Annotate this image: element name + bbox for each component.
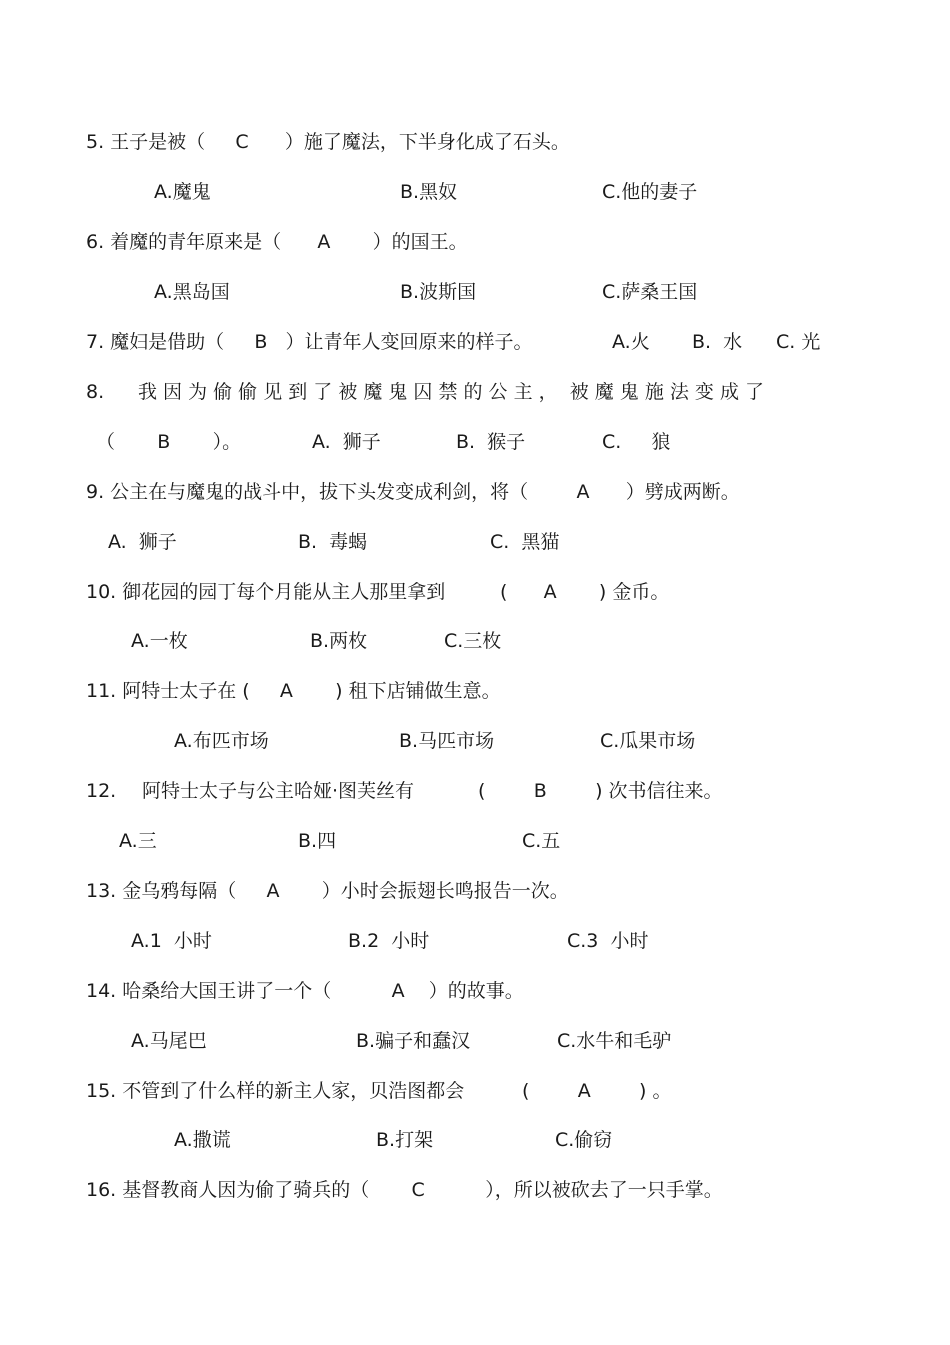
question-text: 我 因 为 偷 偷 见 到 了 被 魔 鬼 囚 禁 的 公 主 ， 被 魔 鬼 施 法 变 成 了 xyxy=(138,381,764,403)
option-a: A.火 xyxy=(612,331,650,353)
options-5 xyxy=(0,177,950,207)
option-c: C.他的妻子 xyxy=(602,181,698,203)
question-8-cont xyxy=(0,427,950,457)
option-a: A.撒谎 xyxy=(174,1129,231,1151)
option-b: B.马匹市场 xyxy=(399,730,495,752)
option-a: A. 狮子 xyxy=(108,531,177,553)
option-a: A.黑岛国 xyxy=(154,281,230,303)
option-a: A.布匹市场 xyxy=(174,730,269,752)
option-a: A. 狮子 xyxy=(312,431,381,453)
question-text: 13. 金乌鸦每隔（ A ）小时会振翅长鸣报告一次。 xyxy=(86,880,569,902)
option-a: A.马尾巴 xyxy=(131,1030,207,1052)
question-10 xyxy=(0,577,950,607)
question-text: 15. 不管到了什么样的新主人家，贝浩图都会 xyxy=(86,1080,465,1102)
option-b: B. 毒蝎 xyxy=(298,531,368,553)
option-c: C.五 xyxy=(522,830,561,852)
option-b: B.黑奴 xyxy=(400,181,458,203)
option-a: A.魔鬼 xyxy=(154,181,211,203)
option-b: B.骗子和蠢汉 xyxy=(356,1030,471,1052)
option-c: C.水牛和毛驴 xyxy=(557,1030,672,1052)
answer-blank: （ B ）。 xyxy=(96,431,242,453)
question-text: 6. 着魔的青年原来是（ A ）的国王。 xyxy=(86,231,468,253)
question-8 xyxy=(0,377,950,407)
option-b: B.四 xyxy=(298,830,337,852)
options-11 xyxy=(0,726,950,756)
question-text: 阿特士太子与公主哈娅·图芙丝有 xyxy=(142,780,415,802)
option-a: A.一枚 xyxy=(131,630,188,652)
options-12 xyxy=(0,826,950,856)
option-a: A.三 xyxy=(119,830,157,852)
question-12 xyxy=(0,776,950,806)
options-10 xyxy=(0,626,950,656)
option-a: A.1 小时 xyxy=(131,930,212,952)
options-6 xyxy=(0,277,950,307)
option-b: B.波斯国 xyxy=(400,281,477,303)
question-13 xyxy=(0,876,950,906)
answer-blank: ( A ) 。 xyxy=(522,1080,672,1102)
question-14 xyxy=(0,976,950,1006)
option-c: C.三枚 xyxy=(444,630,502,652)
question-text: 16. 基督教商人因为偷了骑兵的（ C ），所以被砍去了一只手掌。 xyxy=(86,1179,723,1201)
question-15 xyxy=(0,1076,950,1106)
options-15 xyxy=(0,1125,950,1155)
question-16 xyxy=(0,1175,950,1205)
question-text: 5. 王子是被（ C ）施了魔法，下半身化成了石头。 xyxy=(86,131,570,153)
question-number: 12. xyxy=(86,780,117,802)
question-text: 9. 公主在与魔鬼的战斗中，拔下头发变成利剑，将（ A ）劈成两断。 xyxy=(86,481,740,503)
option-b: B.两枚 xyxy=(310,630,368,652)
question-text: 14. 哈桑给大国王讲了一个（ A ）的故事。 xyxy=(86,980,524,1002)
question-number: 8. xyxy=(86,381,105,403)
option-c: C. 光 xyxy=(776,331,821,353)
option-c: C. 黑猫 xyxy=(490,531,560,553)
question-6 xyxy=(0,227,950,257)
question-text: 11. 阿特士太子在 ( A ) 租下店铺做生意。 xyxy=(86,680,501,702)
option-b: B. 猴子 xyxy=(456,431,526,453)
option-c: C.偷窃 xyxy=(555,1129,613,1151)
option-c: C.3 小时 xyxy=(567,930,649,952)
question-text: 10. 御花园的园丁每个月能从主人那里拿到 xyxy=(86,581,446,603)
options-14 xyxy=(0,1026,950,1056)
question-5 xyxy=(0,127,950,157)
answer-blank: ( B ) 次书信往来。 xyxy=(478,780,723,802)
options-9 xyxy=(0,527,950,557)
question-text: 7. 魔妇是借助（ B ）让青年人变回原来的样子。 xyxy=(86,331,533,353)
option-b: B.打架 xyxy=(376,1129,434,1151)
question-9 xyxy=(0,477,950,507)
option-b: B.2 小时 xyxy=(348,930,430,952)
answer-blank: ( A ) 金币。 xyxy=(500,581,670,603)
question-11 xyxy=(0,676,950,706)
option-c: C.瓜果市场 xyxy=(600,730,696,752)
question-7 xyxy=(0,327,950,357)
option-b: B. 水 xyxy=(692,331,743,353)
option-c: C. 狼 xyxy=(602,431,671,453)
option-c: C.萨桑王国 xyxy=(602,281,698,303)
options-13 xyxy=(0,926,950,956)
